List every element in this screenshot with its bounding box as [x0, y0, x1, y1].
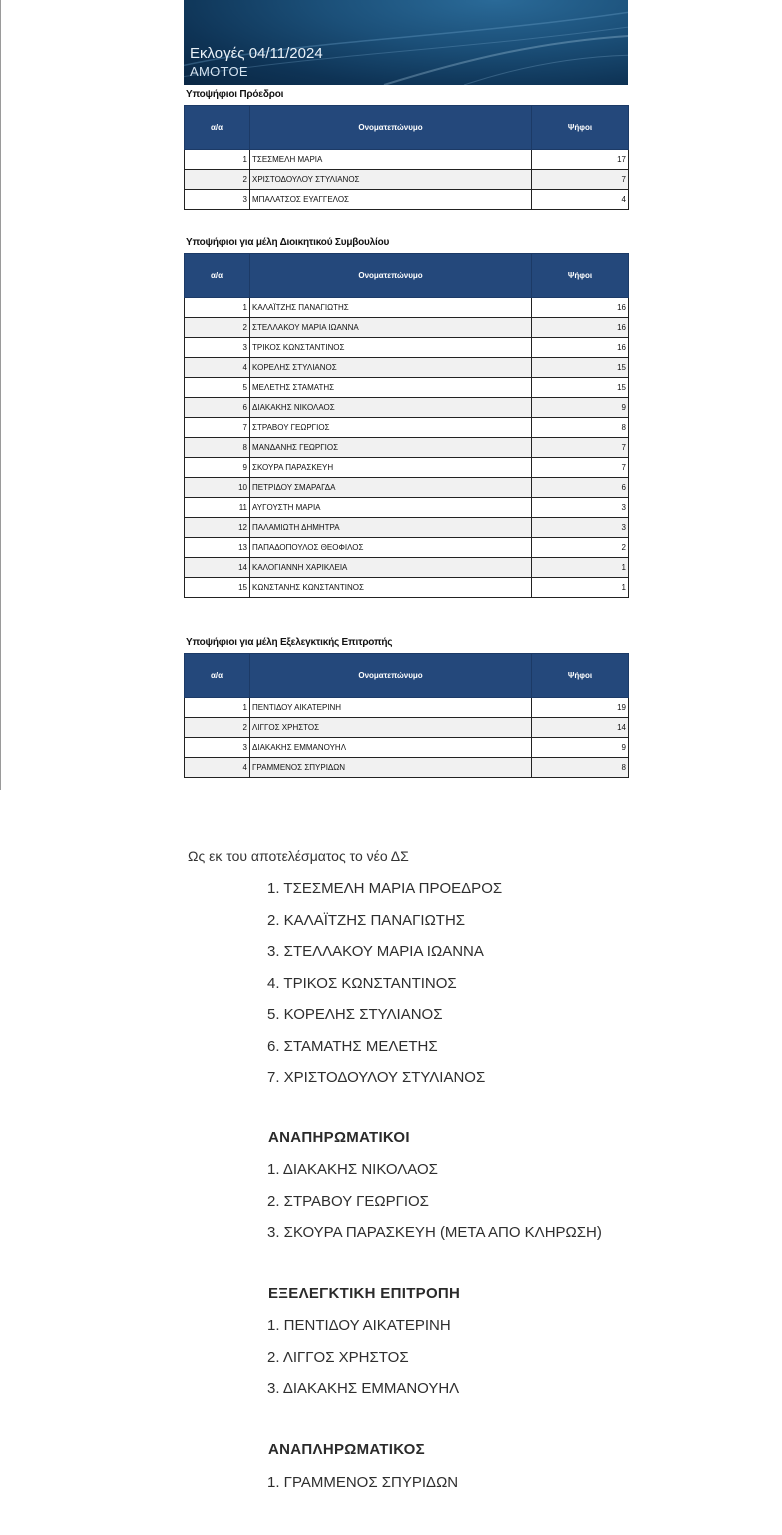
row-number-cell: 13	[185, 538, 250, 558]
candidate-name-cell: ΛΙΓΓΟΣ ΧΡΗΣΤΟΣ	[250, 718, 532, 738]
row-number-cell: 3	[185, 190, 250, 210]
table-row	[185, 738, 629, 758]
audit-alternate-list	[267, 1473, 458, 1505]
banner-subtitle: ΑΜΟΤΟΕ	[190, 64, 248, 79]
table-row	[185, 578, 629, 598]
banner-title: Εκλογές 04/11/2024	[190, 45, 323, 62]
table-row	[185, 358, 629, 378]
list-item: 1. ΠΕΝΤΙΔΟΥ ΑΙΚΑΤΕΡΙΝΗ	[267, 1317, 451, 1334]
col-header-name: Ονοματεπώνυμο	[250, 654, 532, 698]
row-number-cell: 5	[185, 378, 250, 398]
table-row	[185, 498, 629, 518]
list-item: 4. ΤΡΙΚΟΣ ΚΩΝΣΤΑΝΤΙΝΟΣ	[267, 974, 457, 992]
board-alternates-list	[267, 1160, 602, 1255]
candidate-name-cell: ΣΤΕΛΛΑΚΟΥ ΜΑΡΙΑ ΙΩΑΝΝΑ	[250, 318, 532, 338]
candidate-name-cell: ΠΕΤΡΙΔΟΥ ΣΜΑΡΑΓΔΑ	[250, 478, 532, 498]
votes-cell: 15	[532, 378, 629, 398]
candidate-name-cell: ΣΚΟΥΡΑ ΠΑΡΑΣΚΕΥΗ	[250, 458, 532, 478]
candidate-name-cell: ΤΣΕΣΜΕΛΗ ΜΑΡΙΑ	[250, 150, 532, 170]
candidate-name-cell: ΜΑΝΔΑΝΗΣ ΓΕΩΡΓΙΟΣ	[250, 438, 532, 458]
row-number-cell: 8	[185, 438, 250, 458]
votes-cell: 17	[532, 150, 629, 170]
list-item: 6. ΣΤΑΜΑΤΗΣ ΜΕΛΕΤΗΣ	[267, 1037, 438, 1055]
col-header-votes: Ψήφοι	[532, 654, 629, 698]
list-item: 3. ΣΚΟΥΡΑ ΠΑΡΑΣΚΕΥΗ (ΜΕΤΑ ΑΠΟ ΚΛΗΡΩΣΗ)	[267, 1224, 602, 1241]
row-number-cell: 1	[185, 698, 250, 718]
candidate-name-cell: ΠΑΠΑΔΟΠΟΥΛΟΣ ΘΕΟΦΙΛΟΣ	[250, 538, 532, 558]
votes-cell: 7	[532, 458, 629, 478]
votes-cell: 19	[532, 698, 629, 718]
audit-committee-list	[267, 1316, 459, 1411]
table-row	[185, 718, 629, 738]
table-row	[185, 458, 629, 478]
row-number-cell: 2	[185, 718, 250, 738]
table-row	[185, 190, 629, 210]
votes-cell: 1	[532, 578, 629, 598]
audit-section-title: Υποψήφιοι για μέλη Εξελεγκτικής Επιτροπής	[186, 637, 393, 648]
votes-cell: 1	[532, 558, 629, 578]
table-row	[185, 418, 629, 438]
page-edge-rule	[0, 0, 1, 790]
candidate-name-cell: ΚΑΛΟΓΙΑΝΝΗ ΧΑΡΙΚΛΕΙΑ	[250, 558, 532, 578]
list-item: 2. ΣΤΡΑΒΟΥ ΓΕΩΡΓΙΟΣ	[267, 1192, 429, 1210]
table-row	[185, 338, 629, 358]
list-item: 2. ΚΑΛΑΪΤΖΗΣ ΠΑΝΑΓΙΩΤΗΣ	[267, 911, 466, 929]
col-header-num: α/α	[185, 654, 250, 698]
candidate-name-cell: ΜΕΛΕΤΗΣ ΣΤΑΜΑΤΗΣ	[250, 378, 532, 398]
votes-cell: 9	[532, 398, 629, 418]
row-number-cell: 11	[185, 498, 250, 518]
table-row	[185, 518, 629, 538]
table-row	[185, 758, 629, 778]
votes-cell: 15	[532, 358, 629, 378]
list-item: 1. ΔΙΑΚΑΚΗΣ ΝΙΚΟΛΑΟΣ	[267, 1161, 438, 1178]
list-item: 1. ΓΡΑΜΜΕΝΟΣ ΣΠΥΡΙΔΩΝ	[267, 1474, 459, 1491]
new-board-list	[267, 879, 502, 1100]
banner-swoosh-graphic	[184, 0, 628, 85]
row-number-cell: 7	[185, 418, 250, 438]
row-number-cell: 10	[185, 478, 250, 498]
col-header-name: Ονοματεπώνυμο	[250, 254, 532, 298]
list-item: 2. ΛΙΓΓΟΣ ΧΡΗΣΤΟΣ	[267, 1348, 409, 1366]
list-item: 3. ΔΙΑΚΑΚΗΣ ΕΜΜΑΝΟΥΗΛ	[267, 1380, 460, 1397]
votes-cell: 3	[532, 498, 629, 518]
row-number-cell: 3	[185, 738, 250, 758]
table-row	[185, 538, 629, 558]
row-number-cell: 9	[185, 458, 250, 478]
candidate-name-cell: ΚΟΡΕΛΗΣ ΣΤΥΛΙΑΝΟΣ	[250, 358, 532, 378]
row-number-cell: 6	[185, 398, 250, 418]
presidents-section-title: Υποψήφιοι Πρόεδροι	[186, 89, 284, 100]
candidate-name-cell: ΧΡΙΣΤΟΔΟΥΛΟΥ ΣΤΥΛΙΑΝΟΣ	[250, 170, 532, 190]
table-row	[185, 478, 629, 498]
candidate-name-cell: ΔΙΑΚΑΚΗΣ ΝΙΚΟΛΑΟΣ	[250, 398, 532, 418]
table-header-row	[185, 106, 629, 150]
board-table	[184, 253, 629, 598]
table-row	[185, 318, 629, 338]
col-header-votes: Ψήφοι	[532, 106, 629, 150]
table-row	[185, 298, 629, 318]
board-section-title: Υποψήφιοι για μέλη Διοικητικού Συμβουλίου	[186, 237, 390, 248]
list-item: 1. ΤΣΕΣΜΕΛΗ ΜΑΡΙΑ ΠΡΟΕΔΡΟΣ	[267, 880, 503, 897]
table-header-row	[185, 254, 629, 298]
list-item: 7. ΧΡΙΣΤΟΔΟΥΛΟΥ ΣΤΥΛΙΑΝΟΣ	[267, 1069, 486, 1086]
col-header-votes: Ψήφοι	[532, 254, 629, 298]
candidate-name-cell: ΔΙΑΚΑΚΗΣ ΕΜΜΑΝΟΥΗΛ	[250, 738, 532, 758]
col-header-num: α/α	[185, 254, 250, 298]
votes-cell: 4	[532, 190, 629, 210]
audit-alternate-heading: ΑΝΑΠΛΗΡΩΜΑΤΙΚΟΣ	[268, 1441, 425, 1458]
candidate-name-cell: ΑΥΓΟΥΣΤΗ ΜΑΡΙΑ	[250, 498, 532, 518]
list-item: 3. ΣΤΕΛΛΑΚΟΥ ΜΑΡΙΑ ΙΩΑΝΝΑ	[267, 943, 484, 960]
list-item: 5. ΚΟΡΕΛΗΣ ΣΤΥΛΙΑΝΟΣ	[267, 1006, 443, 1023]
audit-committee-heading: ΕΞΕΛΕΓΚΤΙΚΗ ΕΠΙΤΡΟΠΗ	[268, 1285, 461, 1302]
audit-table	[184, 653, 629, 778]
row-number-cell: 4	[185, 358, 250, 378]
candidate-name-cell: ΚΩΝΣΤΑΝΗΣ ΚΩΝΣΤΑΝΤΙΝΟΣ	[250, 578, 532, 598]
table-row	[185, 378, 629, 398]
table-row	[185, 170, 629, 190]
votes-cell: 6	[532, 478, 629, 498]
row-number-cell: 14	[185, 558, 250, 578]
votes-cell: 16	[532, 318, 629, 338]
table-row	[185, 398, 629, 418]
table-row	[185, 438, 629, 458]
votes-cell: 3	[532, 518, 629, 538]
table-row	[185, 558, 629, 578]
candidate-name-cell: ΤΡΙΚΟΣ ΚΩΝΣΤΑΝΤΙΝΟΣ	[250, 338, 532, 358]
votes-cell: 7	[532, 170, 629, 190]
candidate-name-cell: ΓΡΑΜΜΕΝΟΣ ΣΠΥΡΙΔΩΝ	[250, 758, 532, 778]
row-number-cell: 3	[185, 338, 250, 358]
row-number-cell: 1	[185, 298, 250, 318]
votes-cell: 7	[532, 438, 629, 458]
candidate-name-cell: ΠΑΛΑΜΙΩΤΗ ΔΗΜΗΤΡΑ	[250, 518, 532, 538]
summary-intro: Ως εκ του αποτελέσματος το νέο ΔΣ	[188, 848, 409, 864]
candidate-name-cell: ΣΤΡΑΒΟΥ ΓΕΩΡΓΙΟΣ	[250, 418, 532, 438]
row-number-cell: 2	[185, 318, 250, 338]
row-number-cell: 1	[185, 150, 250, 170]
col-header-num: α/α	[185, 106, 250, 150]
row-number-cell: 15	[185, 578, 250, 598]
votes-cell: 9	[532, 738, 629, 758]
row-number-cell: 12	[185, 518, 250, 538]
row-number-cell: 4	[185, 758, 250, 778]
candidate-name-cell: ΠΕΝΤΙΔΟΥ ΑΙΚΑΤΕΡΙΝΗ	[250, 698, 532, 718]
votes-cell: 16	[532, 298, 629, 318]
votes-cell: 16	[532, 338, 629, 358]
votes-cell: 2	[532, 538, 629, 558]
presidents-table	[184, 105, 629, 210]
candidate-name-cell: ΚΑΛΑΪΤΖΗΣ ΠΑΝΑΓΙΩΤΗΣ	[250, 298, 532, 318]
board-alternates-heading: ΑΝΑΠΗΡΩΜΑΤΙΚΟΙ	[268, 1129, 410, 1146]
votes-cell: 14	[532, 718, 629, 738]
votes-cell: 8	[532, 758, 629, 778]
col-header-name: Ονοματεπώνυμο	[250, 106, 532, 150]
row-number-cell: 2	[185, 170, 250, 190]
table-row	[185, 150, 629, 170]
table-row	[185, 698, 629, 718]
votes-cell: 8	[532, 418, 629, 438]
table-header-row	[185, 654, 629, 698]
candidate-name-cell: ΜΠΑΛΑΤΣΟΣ ΕΥΑΓΓΕΛΟΣ	[250, 190, 532, 210]
header-banner	[184, 0, 628, 85]
